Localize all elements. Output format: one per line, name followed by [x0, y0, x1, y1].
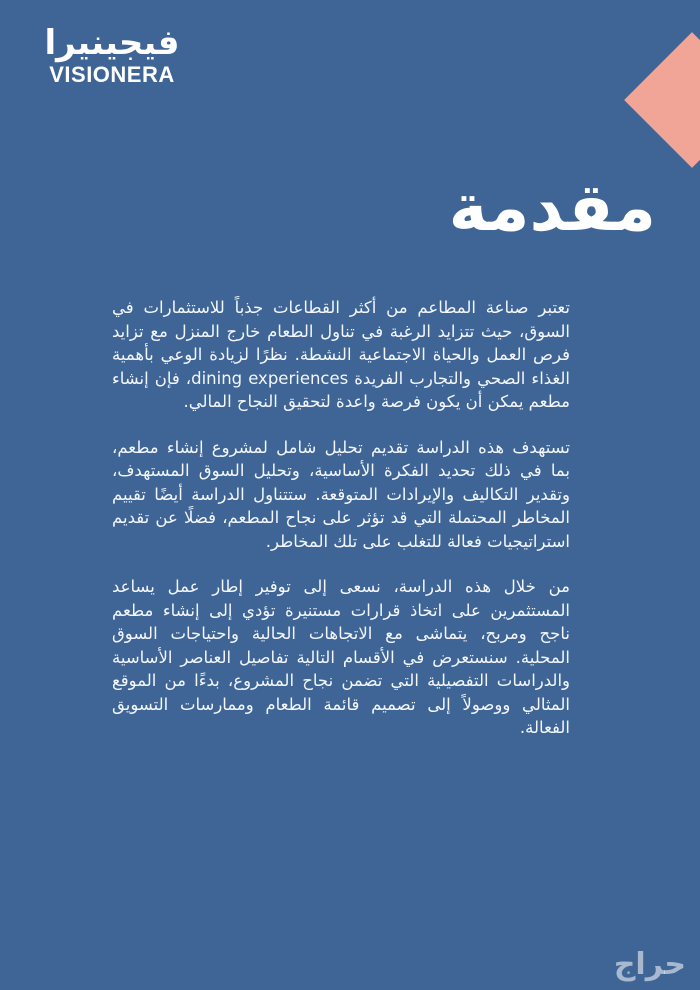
logo-english-text: VISIONERA — [49, 62, 175, 87]
watermark-logo: حراج — [613, 947, 686, 982]
paragraph-2: تستهدف هذه الدراسة تقديم تحليل شامل لمشروع إنشاء مطعم، بما في ذلك تحديد الفكرة الأساسية، وتحليل السوق المستهدف، وتقدير التكاليف والإيرادات المتوقعة. ستتناول الدراسة أيضًا تقييم المخاطر المحتملة التي قد تؤثر على نجاح المطعم، فضلًا عن تقديم استراتيجيات فعالة للتغلب على تلك المخاطر. — [112, 437, 570, 551]
intro-content — [112, 296, 570, 762]
corner-decoration-shape — [624, 32, 700, 168]
paragraph-1: تعتبر صناعة المطاعم من أكثر القطاعات جذباً للاستثمارات في السوق، حيث تتزايد الرغبة في تناول الطعام خارج المنزل مع تزايد فرص العمل والحياة الاجتماعية النشطة. نظرًا لزيادة الوعي بأهمية الغذاء الصحي والتجارب الفريدة dining experiences، فإن إنشاء مطعم يمكن أن يكون فرصة واعدة لتحقيق النجاح المالي. — [112, 298, 571, 411]
paragraph-3: من خلال هذه الدراسة، نسعى إلى توفير إطار عمل يساعد المستثمرين على اتخاذ قرارات مستنيرة تؤدي إلى إنشاء مطعم ناجح ومربح، يتماشى مع الاتجاهات الحالية واحتياجات السوق المحلية. سنستعرض في الأقسام التالية تفاصيل العناصر الأساسية والدراسات التفصيلية التي تضمن نجاح المشروع، بدءًا من الموقع المثالي ووصولاً إلى تصميم قائمة الطعام وممارسات التسويق الفعالة. — [112, 577, 570, 737]
page-title: مقدمة — [448, 169, 656, 246]
logo-arabic-text: فيجينيرا — [44, 23, 180, 63]
brand-logo — [42, 23, 182, 88]
